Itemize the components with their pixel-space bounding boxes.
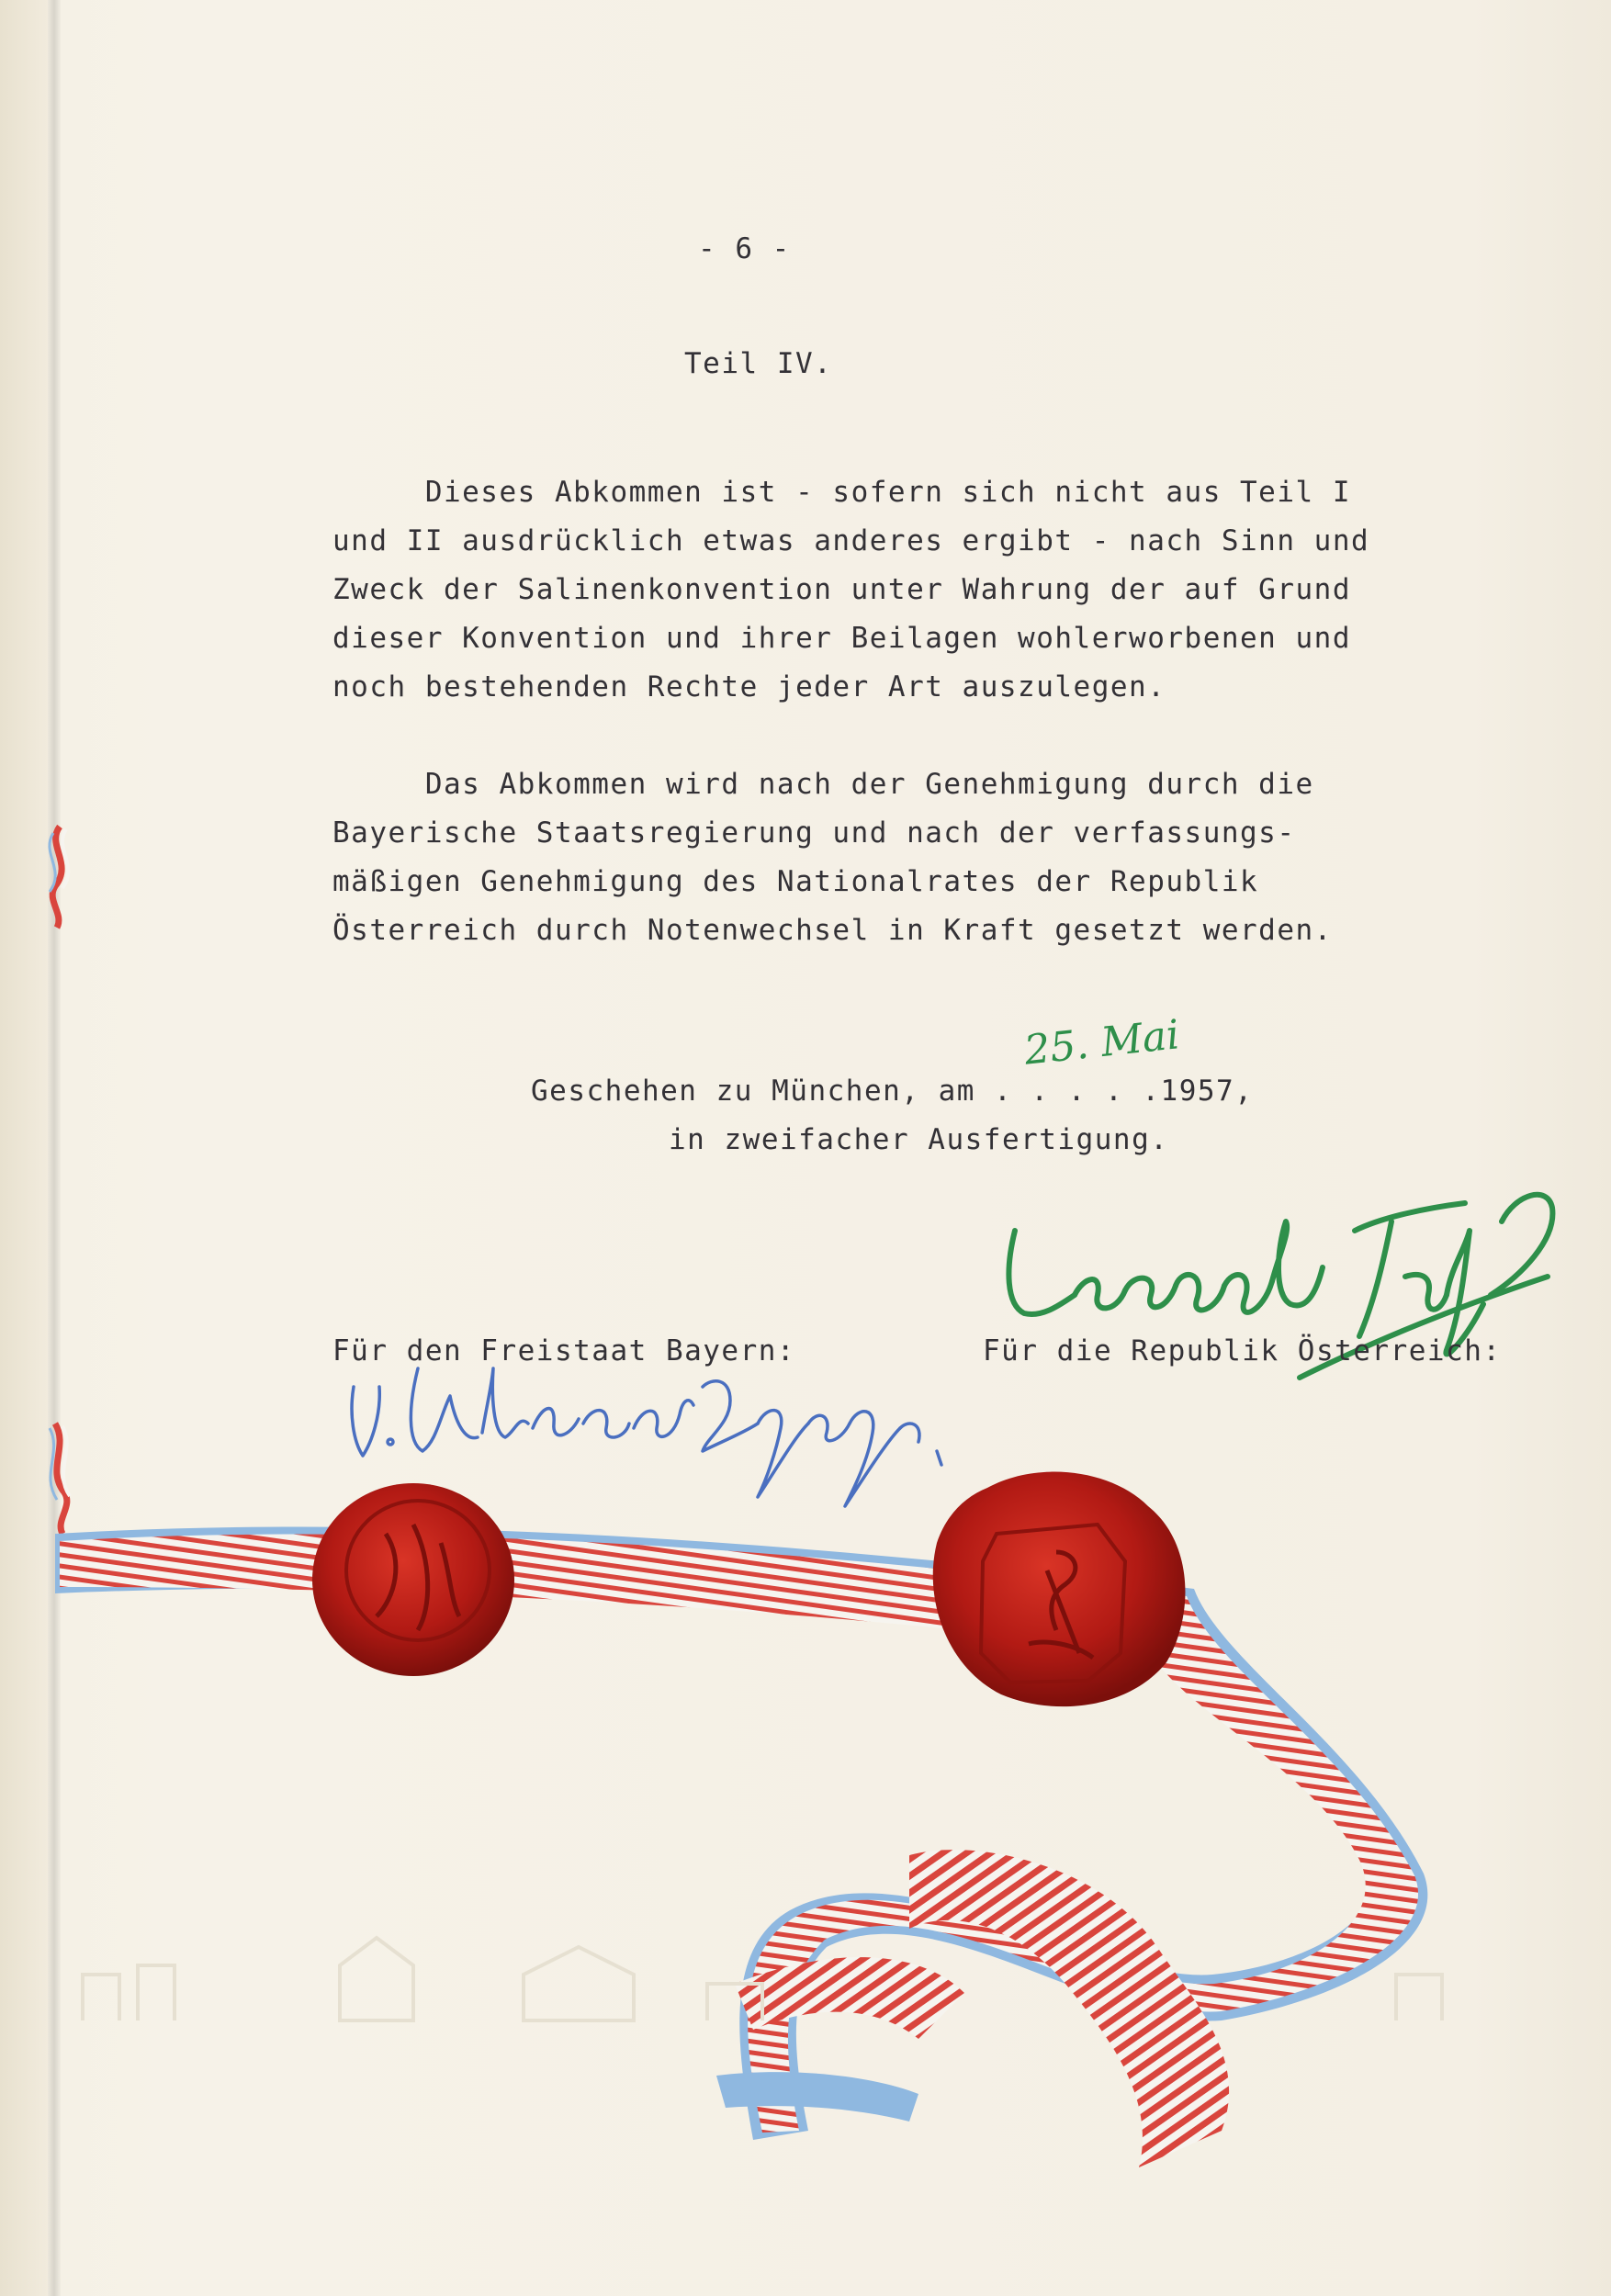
paragraph-2-line-2: Bayerische Staatsregierung und nach der verfassungs- [332, 816, 1296, 850]
paragraph-1-line-1: Dieses Abkommen ist - sofern sich nicht aus Teil I [332, 476, 1351, 509]
paragraph-2-line-3: mäßigen Genehmigung des Nationalrates der Republik [332, 865, 1259, 898]
watermark-emboss [64, 1883, 1534, 2039]
wax-seal-right [933, 1472, 1186, 1707]
left-party-label: Für den Freistaat Bayern: [332, 1334, 796, 1367]
ribbon-and-seals [0, 1433, 1611, 2223]
binding-thread-top [18, 822, 83, 932]
right-party-label: Für die Republik Österreich: [983, 1334, 1502, 1367]
paragraph-1-line-4: dieser Konvention und ihrer Beilagen wohlerworbenen und [332, 622, 1351, 655]
copies-line: in zweifacher Ausfertigung. [669, 1123, 1169, 1156]
page-number: - 6 - [698, 232, 791, 265]
paragraph-1-line-3: Zweck der Salinenkonvention unter Wahrung der auf Grund [332, 573, 1351, 606]
wax-seal-left [312, 1483, 514, 1676]
paragraph-2-line-1: Das Abkommen wird nach der Genehmigung durch die [332, 768, 1314, 801]
paragraph-1-line-5: noch bestehenden Rechte jeder Art auszulegen. [332, 670, 1166, 703]
handwritten-date: 25. Mai [1021, 1011, 1182, 1075]
part-heading: Teil IV. [684, 347, 833, 380]
place-date-line: Geschehen zu München, am . . . . .1957, [531, 1075, 1254, 1108]
paragraph-2-line-4: Österreich durch Notenwechsel in Kraft gesetzt werden. [332, 914, 1333, 947]
paragraph-1-line-2: und II ausdrücklich etwas anderes ergibt - nach Sinn und [332, 524, 1370, 557]
